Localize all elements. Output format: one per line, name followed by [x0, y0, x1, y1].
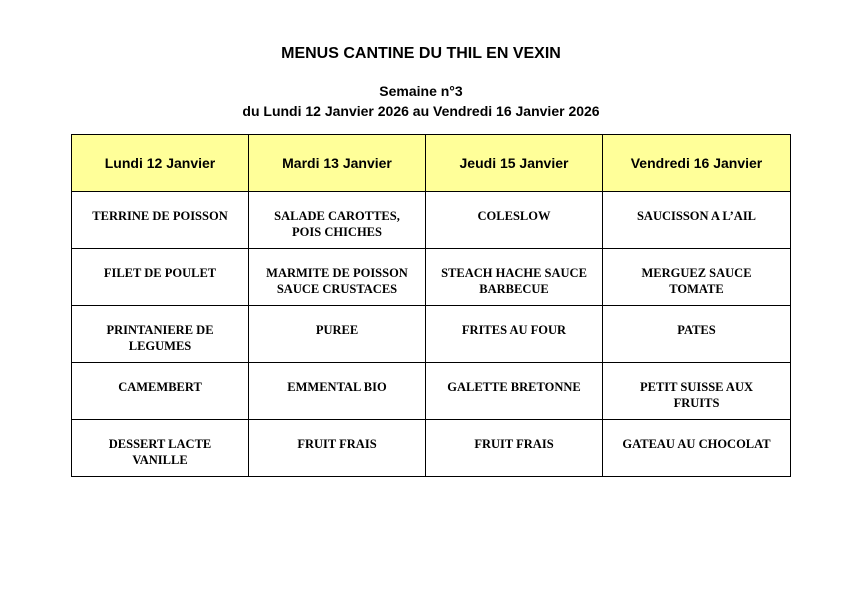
menu-cell	[603, 192, 791, 249]
week-number: Semaine n°3	[379, 83, 463, 99]
menu-item: GATEAU AU CHOCOLAT	[622, 437, 771, 451]
menu-item: TERRINE DE POISSON	[92, 209, 228, 223]
menu-cell	[603, 420, 791, 477]
menu-cell	[603, 249, 791, 306]
menu-cell	[603, 363, 791, 420]
menu-cell	[249, 363, 426, 420]
menu-cell	[603, 306, 791, 363]
menu-cell	[72, 192, 249, 249]
menu-item: MERGUEZ SAUCE TOMATE	[641, 266, 752, 296]
table-row	[72, 249, 791, 306]
menu-cell	[426, 192, 603, 249]
menu-item: PRINTANIERE DE LEGUMES	[106, 323, 214, 353]
day-header: Lundi 12 Janvier	[72, 135, 249, 192]
day-header: Jeudi 15 Janvier	[426, 135, 603, 192]
menu-cell	[72, 306, 249, 363]
menu-cell	[426, 363, 603, 420]
menu-item: GALETTE BRETONNE	[447, 380, 581, 394]
table-row	[72, 306, 791, 363]
menu-cell	[72, 249, 249, 306]
menu-item: PETIT SUISSE AUX FRUITS	[639, 380, 753, 410]
menu-item: CAMEMBERT	[118, 380, 202, 394]
date-range: du Lundi 12 Janvier 2026 au Vendredi 16 Janvier 2026	[242, 103, 600, 119]
menu-cell	[426, 249, 603, 306]
menu-item: SALADE CAROTTES, POIS CHICHES	[274, 209, 400, 239]
table-header-row	[72, 135, 791, 192]
menu-item: DESSERT LACTE VANILLE	[108, 437, 212, 467]
menu-item: FRITES AU FOUR	[461, 323, 567, 337]
menu-table	[71, 134, 791, 477]
menu-cell	[249, 306, 426, 363]
menu-item: SAUCISSON A L’AIL	[636, 209, 757, 223]
menu-cell	[249, 249, 426, 306]
menu-cell	[249, 192, 426, 249]
page-title: MENUS CANTINE DU THIL EN VEXIN	[281, 45, 561, 62]
day-header: Vendredi 16 Janvier	[603, 135, 791, 192]
table-row	[72, 192, 791, 249]
table-row	[72, 363, 791, 420]
day-header: Mardi 13 Janvier	[249, 135, 426, 192]
menu-item: FILET DE POULET	[103, 266, 217, 280]
menu-item: FRUIT FRAIS	[297, 437, 377, 451]
menu-item: EMMENTAL BIO	[287, 380, 387, 394]
menu-item: PUREE	[315, 323, 359, 337]
menu-cell	[426, 420, 603, 477]
menu-item: COLESLOW	[477, 209, 551, 223]
table-row	[72, 420, 791, 477]
menu-item: STEACH HACHE SAUCE BARBECUE	[441, 266, 587, 296]
menu-cell	[72, 420, 249, 477]
menu-cell	[72, 363, 249, 420]
menu-item: MARMITE DE POISSON SAUCE CRUSTACES	[266, 266, 408, 296]
menu-item: PATES	[677, 323, 716, 337]
menu-cell	[426, 306, 603, 363]
menu-cell	[249, 420, 426, 477]
menu-item: FRUIT FRAIS	[474, 437, 554, 451]
